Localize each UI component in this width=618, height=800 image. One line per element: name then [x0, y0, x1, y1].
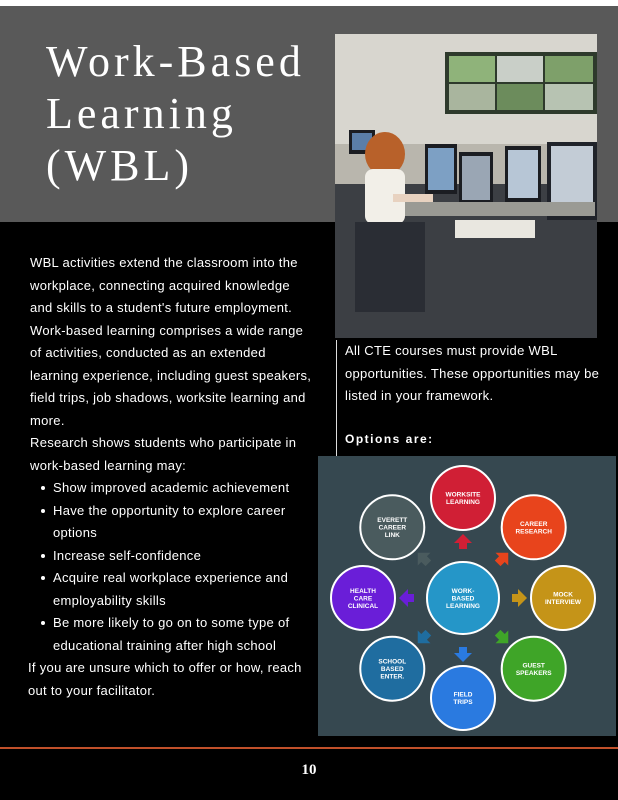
option-node-label: FIELD [453, 691, 473, 699]
option-node-label: EVERETT [377, 517, 408, 525]
option-node [431, 666, 495, 730]
option-node [502, 495, 566, 559]
option-node-label: LINK [384, 532, 400, 540]
page-number: 10 [301, 762, 317, 778]
diagram-canvas [318, 456, 616, 736]
cte-note-column [336, 340, 604, 408]
page-title [46, 36, 336, 192]
center-node [427, 562, 499, 634]
intro-paragraph: WBL activities extend the classroom into the workplace, connecting acquired knowledge and skills to a student's future employment. Work-based learning comprises a wide range of activities, conducted as an extended learning experience, including guest speakers, field trips, job shadows, worksite learning and more. [30, 255, 312, 428]
option-node-label: HEALTH [350, 587, 376, 595]
option-node-label: CAREER [519, 520, 548, 528]
list-item: Be more likely to go on to some type of educational training after high school [53, 612, 314, 657]
option-node-label: INTERVIEW [545, 599, 581, 607]
list-item: Show improved academic achievement [53, 477, 314, 500]
connector-arrow [454, 647, 472, 662]
wbl-options-diagram [318, 456, 616, 736]
option-node-label: SCHOOL [378, 658, 407, 666]
benefits-list [30, 477, 314, 657]
title-line: Work-Based [46, 37, 305, 86]
option-node-label: BASED [380, 666, 404, 674]
center-node-label: BASED [451, 595, 475, 603]
option-node-label: CAREER [378, 524, 407, 532]
title-line: (WBL) [46, 141, 194, 190]
option-node [531, 566, 595, 630]
options-label: Options are: [345, 432, 434, 446]
option-node-label: CLINICAL [347, 602, 379, 610]
option-node-label: TRIPS [453, 699, 473, 707]
list-item: Have the opportunity to explore career options [53, 500, 314, 545]
option-node-label: MOCK [553, 591, 573, 599]
connector-arrow [454, 534, 472, 549]
page [0, 6, 618, 800]
connector-arrow [399, 589, 414, 607]
center-node-label: WORK- [451, 587, 475, 595]
center-node-label: LEARNING [446, 602, 480, 610]
connector-arrow [512, 589, 527, 607]
option-node-label: ENTER. [380, 673, 405, 681]
option-node [360, 495, 424, 559]
option-node-label: SPEAKERS [515, 669, 552, 677]
closing-paragraph: If you are unsure which to offer or how, reach out to your facilitator. [28, 660, 302, 698]
title-line: Learning [46, 89, 237, 138]
option-node [502, 637, 566, 701]
option-node-label: CARE [353, 595, 373, 603]
control-room-photo [335, 34, 597, 338]
option-node-label: LEARNING [446, 499, 480, 507]
intro-column [30, 252, 314, 702]
option-node-label: GUEST [522, 662, 545, 670]
cte-note: All CTE courses must provide WBL opportunities. These opportunities may be listed in your framework. [345, 343, 600, 403]
research-lead: Research shows students who participate in work-based learning may: [30, 435, 297, 473]
option-node [431, 466, 495, 530]
option-node-label: WORKSITE [445, 491, 481, 499]
list-item: Acquire real workplace experience and employability skills [53, 567, 314, 612]
footer-rule [0, 747, 618, 749]
option-node [331, 566, 395, 630]
option-node [360, 637, 424, 701]
option-node-label: RESEARCH [515, 528, 552, 536]
list-item: Increase self-confidence [53, 545, 314, 568]
